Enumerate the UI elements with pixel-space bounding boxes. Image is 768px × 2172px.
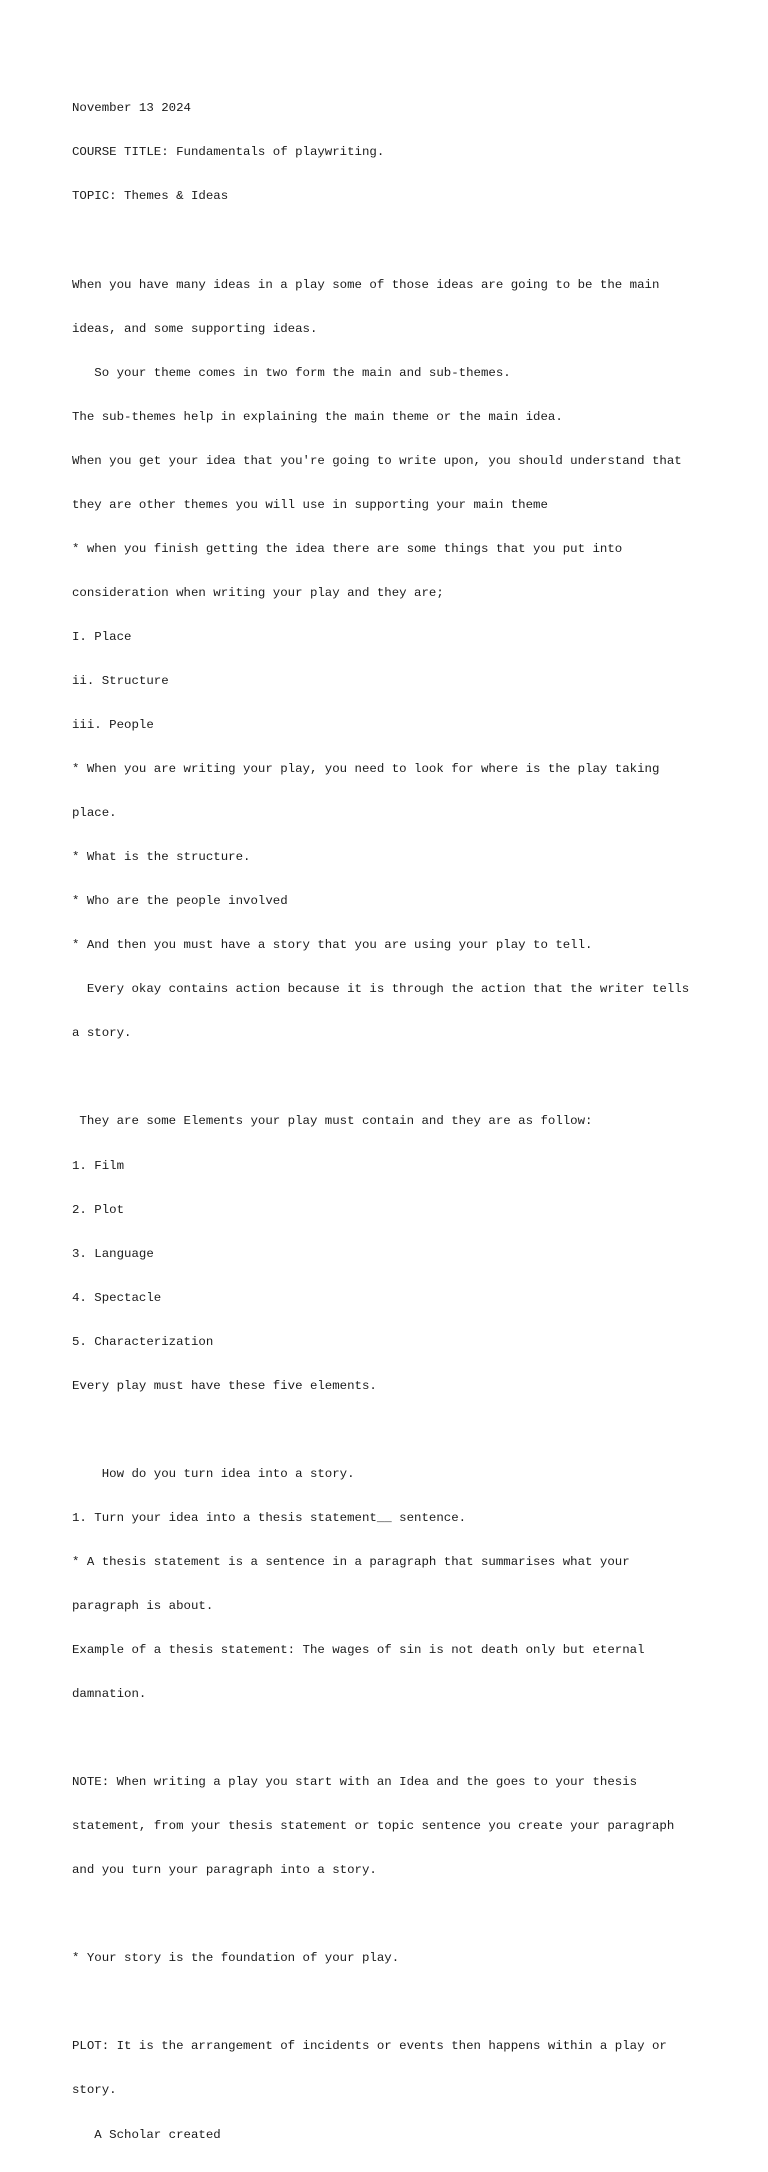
course-title-line: COURSE TITLE: Fundamentals of playwriting. <box>72 145 385 160</box>
blank-line <box>72 234 712 249</box>
list-item: 1. Turn your idea into a thesis statement__ sentence. <box>72 1510 467 1525</box>
blank-line <box>72 1070 712 1085</box>
blank-line <box>72 1423 712 1438</box>
body-line: story. <box>72 2083 117 2098</box>
body-line: statement, from your thesis statement or topic sentence you create your paragraph <box>72 1819 675 1834</box>
body-line: consideration when writing your play and they are; <box>72 585 444 600</box>
blank-line <box>72 1731 712 1746</box>
body-line: When you get your idea that you're going to write upon, you should understand that <box>72 453 682 468</box>
bullet-line: * And then you must have a story that you are using your play to tell. <box>72 938 593 953</box>
body-line: Every play must have these five elements. <box>72 1378 377 1393</box>
body-line: The sub-themes help in explaining the main theme or the main idea. <box>72 409 563 424</box>
body-line: and you turn your paragraph into a story. <box>72 1863 377 1878</box>
document-body <box>72 72 712 2172</box>
bullet-line: * When you are writing your play, you need to look for where is the play taking <box>72 762 660 777</box>
body-line: So your theme comes in two form the main and sub-themes. <box>72 365 511 380</box>
blank-line <box>72 1995 712 2010</box>
list-item: iii. People <box>72 718 154 733</box>
body-line: paragraph is about. <box>72 1598 214 1613</box>
list-item: 1. Film <box>72 1158 125 1173</box>
body-line: Example of a thesis statement: The wages of sin is not death only but eternal <box>72 1643 645 1658</box>
body-line: They are some Elements your play must contain and they are as follow: <box>72 1114 593 1129</box>
list-item: 5. Characterization <box>72 1334 214 1349</box>
date-line: November 13 2024 <box>72 101 191 116</box>
subheading-line: How do you turn idea into a story. <box>72 1466 355 1481</box>
plot-line: PLOT: It is the arrangement of incidents or events then happens within a play or <box>72 2039 667 2054</box>
body-line: they are other themes you will use in supporting your main theme <box>72 497 548 512</box>
body-line: a story. <box>72 1026 132 1041</box>
bullet-line: * A thesis statement is a sentence in a paragraph that summarises what your <box>72 1554 630 1569</box>
body-line: A Scholar created <box>72 2127 221 2142</box>
bullet-line: * What is the structure. <box>72 850 251 865</box>
body-line: place. <box>72 806 117 821</box>
list-item: ii. Structure <box>72 673 169 688</box>
bullet-line: * Who are the people involved <box>72 894 288 909</box>
list-item: I. Place <box>72 629 132 644</box>
body-line: When you have many ideas in a play some of those ideas are going to be the main <box>72 277 660 292</box>
body-line: Every okay contains action because it is through the action that the writer tells <box>72 982 690 997</box>
list-item: 4. Spectacle <box>72 1290 162 1305</box>
bullet-line: * Your story is the foundation of your play. <box>72 1951 400 1966</box>
body-line: ideas, and some supporting ideas. <box>72 321 318 336</box>
topic-line: TOPIC: Themes & Ideas <box>72 189 229 204</box>
note-line: NOTE: When writing a play you start with an Idea and the goes to your thesis <box>72 1775 638 1790</box>
bullet-line: * when you finish getting the idea there are some things that you put into <box>72 541 623 556</box>
blank-line <box>72 1907 712 1922</box>
list-item: 2. Plot <box>72 1202 125 1217</box>
list-item: 3. Language <box>72 1246 154 1261</box>
body-line: damnation. <box>72 1687 147 1702</box>
